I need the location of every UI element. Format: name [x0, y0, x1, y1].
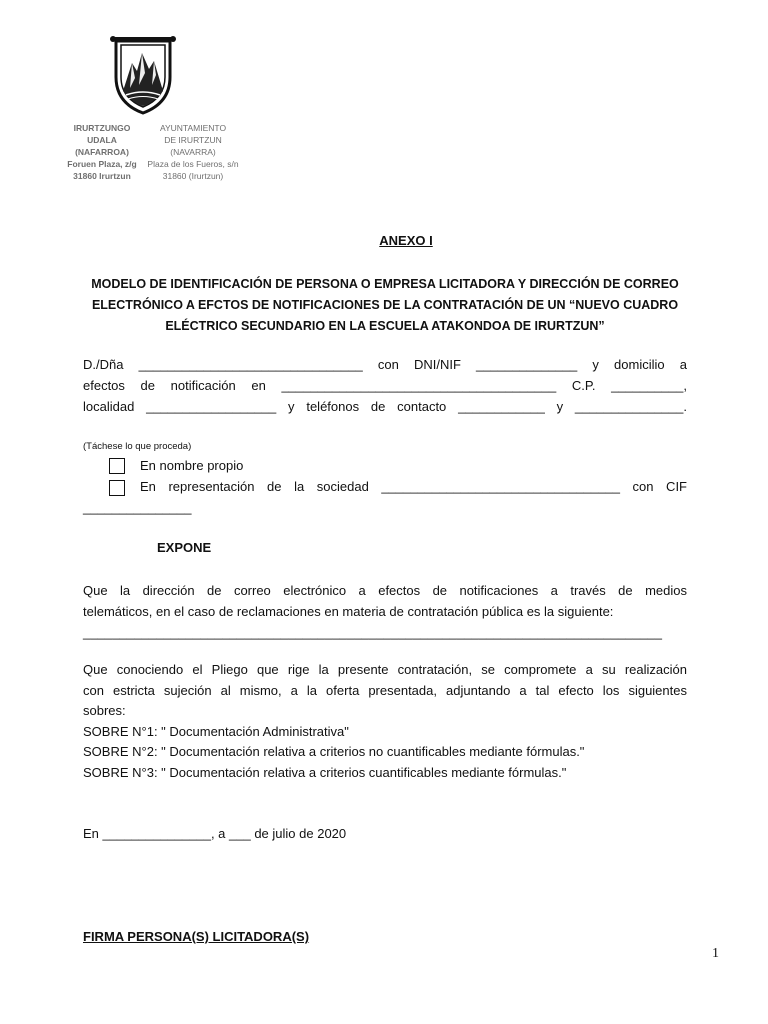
- header-left-line: (NAFARROA): [75, 147, 129, 157]
- email-line: telemáticos, en el caso de reclamaciones en materia de contratación pública es la siguiente:: [83, 604, 614, 619]
- header-right-line: DE IRURTZUN: [164, 135, 222, 145]
- main-title-line: ELÉCTRICO SECUNDARIO EN LA ESCUELA ATAKONDOA DE IRURTZUN”: [165, 319, 605, 333]
- header-right-line: AYUNTAMIENTO: [159, 123, 227, 133]
- pliego-line: con estricta sujeción al mismo, a la oferta presentada, adjuntando a tal efecto los siguientes: [83, 682, 687, 698]
- main-title-line: MODELO DE IDENTIFICACIÓN DE PERSONA O EMPRESA LICITADORA Y DIRECCIÓN DE CORREO: [91, 277, 679, 291]
- cif-blank: _______________: [83, 500, 192, 515]
- identity-line: efectos de notificación en ______________________________________ C.P. __________,: [83, 378, 687, 393]
- main-title-line: ELECTRÓNICO A EFCTOS DE NOTIFICACIONES DE LA CONTRATACIÓN DE UN “NUEVO CUADRO: [91, 298, 679, 312]
- header-right-line: 31860 (Irurtzun): [162, 171, 224, 181]
- sobre-item: SOBRE N°3: " Documentación relativa a criterios cuantificables mediante fórmulas.": [83, 764, 567, 780]
- pliego-line: sobres:: [83, 703, 126, 718]
- coat-of-arms-icon: [108, 33, 178, 115]
- own-name-checkbox[interactable]: [109, 458, 125, 474]
- identity-line: D./Dña _______________________________ con DNI/NIF ______________ y domicilio a: [83, 357, 687, 372]
- header-spanish-address: [138, 122, 248, 182]
- email-line: _______________________________________________________________________________: [83, 625, 663, 640]
- expone-heading: EXPONE: [157, 540, 212, 555]
- check-note: (Táchese lo que proceda): [83, 441, 192, 452]
- identity-line: localidad __________________ y teléfonos de contacto ____________ y _______________.: [83, 399, 687, 414]
- company-representation-checkbox[interactable]: [109, 480, 125, 496]
- identity-paragraph: [83, 354, 687, 417]
- header-left-line: 31860 Irurtzun: [73, 171, 131, 181]
- email-paragraph: [83, 580, 687, 643]
- own-name-label: En nombre propio: [140, 458, 244, 473]
- pliego-paragraph: [83, 660, 687, 783]
- header-basque-address: [58, 122, 146, 182]
- header-left-line: UDALA: [87, 135, 117, 145]
- header-right-line: (NAVARRA): [170, 147, 216, 157]
- date-line: En _______________, a ___ de julio de 2020: [83, 826, 347, 841]
- main-title: [70, 274, 700, 337]
- header-left-line: Foruen Plaza, z/g: [67, 159, 137, 169]
- company-representation-label: En representación de la sociedad _________________________________ con CIF: [140, 479, 687, 494]
- page-number: 1: [712, 946, 719, 961]
- header-left-line: IRURTZUNGO: [73, 123, 131, 133]
- header-right-line: Plaza de los Fueros, s/n: [147, 159, 239, 169]
- logo: [108, 33, 178, 115]
- pliego-line: Que conociendo el Pliego que rige la presente contratación, se compromete a su realización: [83, 662, 687, 677]
- annex-title: ANEXO I: [379, 233, 433, 248]
- email-line: Que la dirección de correo electrónico a efectos de notificaciones a través de medios: [83, 583, 687, 598]
- sobre-item: SOBRE N°2: " Documentación relativa a criterios no cuantificables mediante fórmulas.": [83, 744, 585, 759]
- sobre-item: SOBRE N°1: " Documentación Administrativa": [83, 723, 349, 739]
- signature-heading: FIRMA PERSONA(S) LICITADORA(S): [83, 929, 310, 944]
